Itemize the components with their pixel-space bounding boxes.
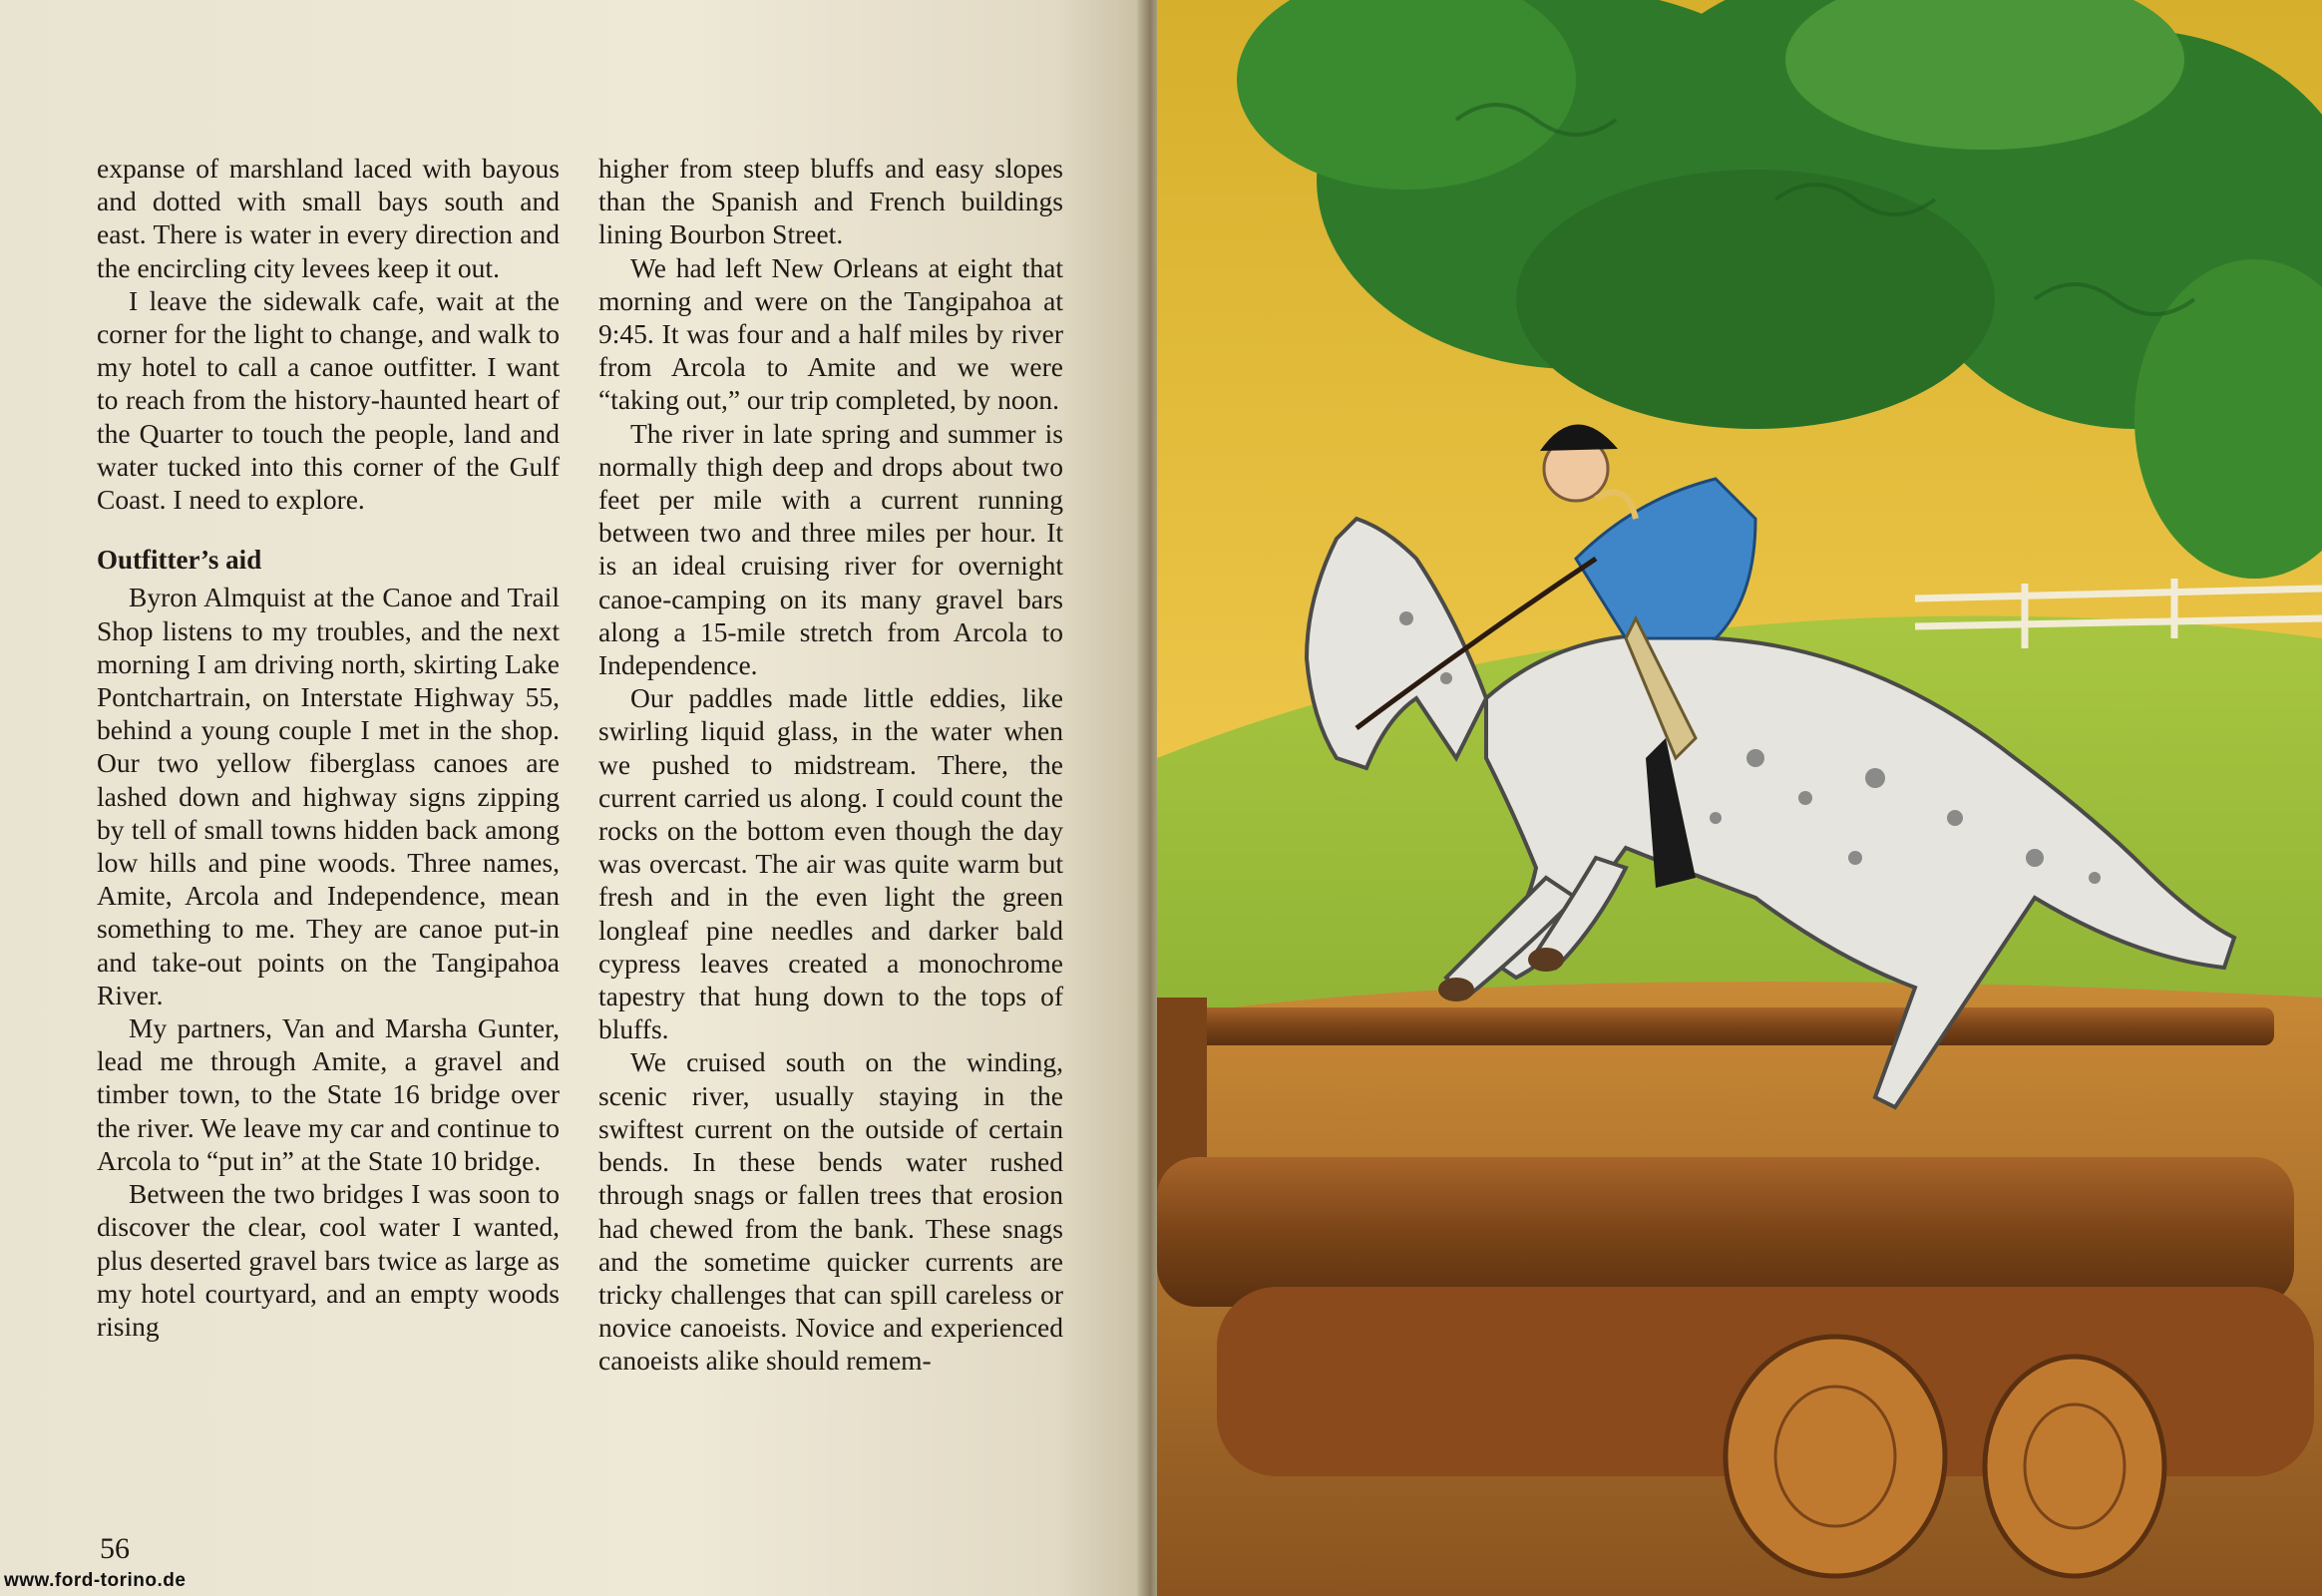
right-page	[1157, 0, 2322, 1596]
text-column-right	[598, 152, 1063, 1378]
paragraph: My partners, Van and Marsha Gunter, lead me through Amite, a gravel and timber town, to the State 16 bridge over the river. We leave my car and continue to Arcola to “put in” at the State 10 bridge.	[97, 1012, 560, 1176]
page-number: 56	[100, 1532, 130, 1565]
paragraph: Byron Almquist at the Canoe and Trail Shop listens to my troubles, and the next morning I am driving north, skirting Lake Pontchartrain, on Interstate Highway 55, behind a young couple I met in the shop. Our two yellow fiberglass canoes are lashed down and highway signs zipping by tell of small towns hidden back among low hills and pine woods. Three names, Amite, Arcola and Independence, mean something to me. They are canoe put-in and take-out points on the Tangipahoa River.	[97, 582, 560, 1010]
paragraph: Our paddles made little eddies, like swirling liquid glass, in the water when we pushed to midstream. There, the current carried us along. I could count the rocks on the bottom even though the day was overcast. The air was quite warm but fresh and in the even light the green longleaf pine needles and darker bald cypress leaves created a monochrome tapestry that hung down to the tops of bluffs.	[598, 682, 1063, 1045]
paragraph: We cruised south on the winding, scenic river, usually staying in the swiftest current on the outside of certain bends. In these bends water rushed through snags or fallen trees that erosion had chewed from the bank. These snags and the sometime quicker currents are tricky challenges that can spill careless or novice canoeists. Novice and experienced canoeists alike should remem-	[598, 1046, 1063, 1377]
paragraph: The river in late spring and summer is normally thigh deep and drops about two feet per mile with a current running between two and three miles per hour. It is an ideal cruising river for overnight canoe-camping on its many gravel bars along a 15-mile stretch from Arcola to Independence.	[598, 417, 1063, 681]
log-pile	[1157, 1157, 2294, 1307]
paragraph: higher from steep bluffs and easy slopes than the Spanish and French buildings lining Bourbon Street.	[598, 153, 1063, 250]
jump-rail	[1157, 1007, 2274, 1045]
paragraph: We had left New Orleans at eight that morning and were on the Tangipahoa at 9:45. It was four and a half miles by river from Arcola to Amite and we were “taking out,” our trip completed, by noon.	[598, 251, 1063, 416]
text-column-left	[97, 152, 560, 1343]
paragraph: I leave the sidewalk cafe, wait at the corner for the light to change, and walk to my hotel to call a canoe outfitter. I want to reach from the history-haunted heart of the Quarter to touch the people, land and water tucked into this corner of the Gulf Coast. I need to explore.	[97, 284, 560, 516]
section-heading: Outfitter’s aid	[97, 545, 262, 576]
paragraph: expanse of marshland laced with bayous and dotted with small bays south and east. There is water in every direction and the encircling city levees keep it out.	[97, 153, 560, 283]
paragraph: Between the two bridges I was soon to discover the clear, cool water I wanted, plus deserted gravel bars twice as large as my hotel courtyard, and an empty woods rising	[97, 1178, 560, 1342]
horse-jumping-illustration-icon	[1157, 0, 2322, 1596]
watermark: www.ford-torino.de	[4, 1570, 187, 1591]
